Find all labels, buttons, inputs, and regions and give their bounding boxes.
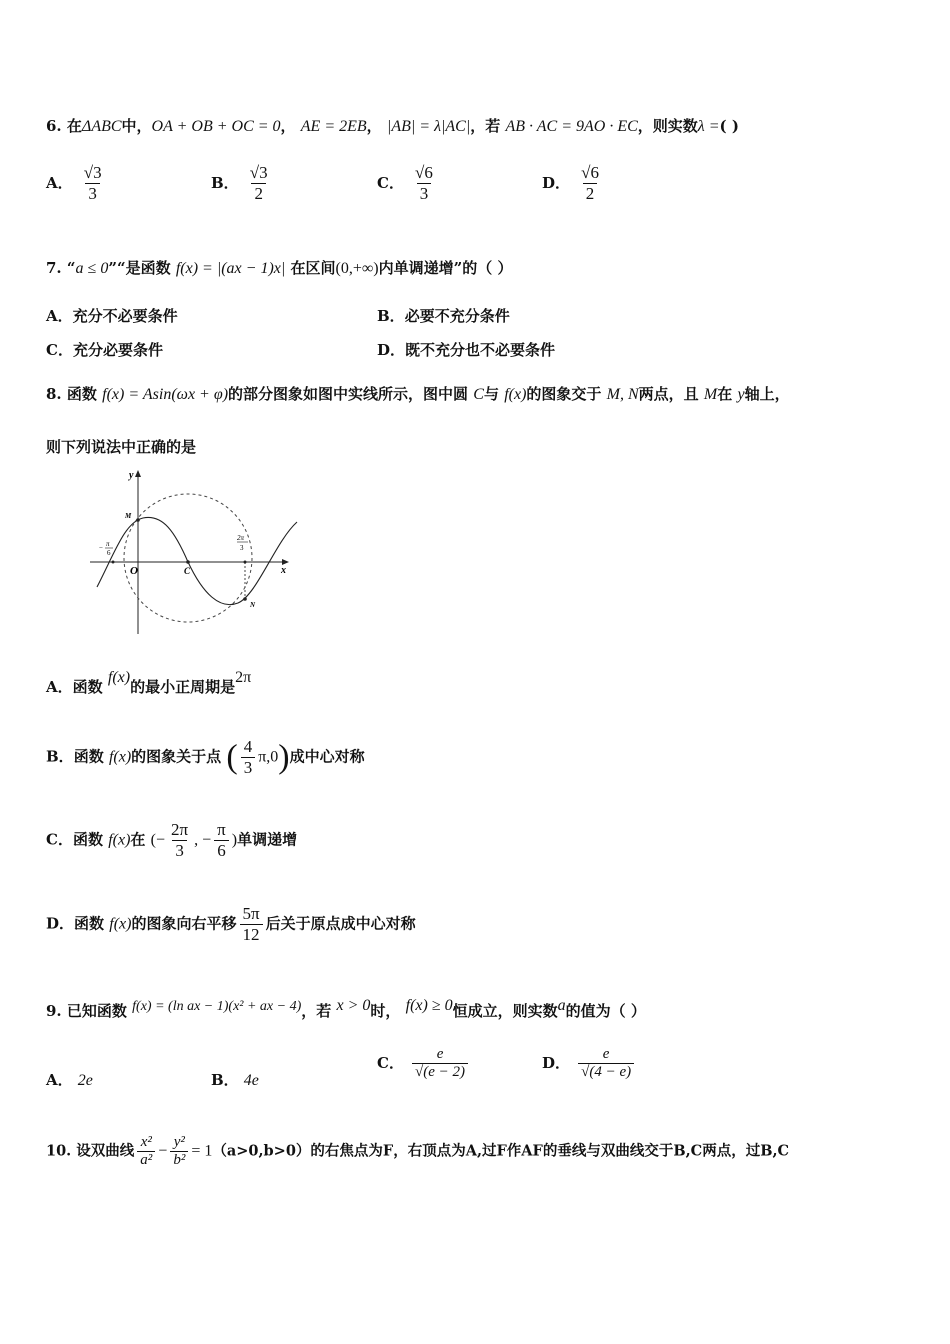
- y-axis-arrow: [135, 470, 141, 477]
- label-neg-pi6-num: π: [106, 540, 110, 548]
- question-10: 10. 设双曲线 $\frac{\text{x²}}{\text{a²}}$ − $\frac{\text{y²}}{\text{b²}}$ = 1（a>0,b>0）的右焦点为F，右顶点为A,过F作AF的垂线与双曲线交于B,C两点，过B,C: [46, 1134, 790, 1168]
- label-neg-sign: −: [99, 544, 103, 552]
- q7-option-b[interactable]: B．必要不充分条件: [377, 307, 510, 325]
- q7-option-d[interactable]: D．既不充分也不必要条件: [377, 341, 556, 359]
- q8-graph-figure: [85, 462, 315, 642]
- label-n: N: [250, 601, 256, 609]
- point-2pi3: [244, 561, 247, 564]
- q8-number: 8.: [46, 385, 62, 403]
- point-c: [186, 560, 190, 564]
- q6-option-c[interactable]: C． $\frac{√6}{3}$: [377, 163, 433, 203]
- label-x: x: [281, 565, 286, 576]
- q9-number: 9.: [46, 1002, 62, 1020]
- q9-option-a[interactable]: A． 2e: [46, 1071, 93, 1089]
- q6-option-a[interactable]: A． $\frac{√3}{3}$: [46, 163, 102, 203]
- label-o: O: [130, 565, 138, 577]
- label-neg-pi6-den: 6: [107, 549, 111, 557]
- question-9: 9. 已知函数 f(x) = (ln ax − 1)(x² + ax − 4)，若 x > 0时， f(x) ≥ 0恒成立，则实数a的值为（ ）: [46, 997, 646, 1020]
- label-2pi3-num: 2π: [237, 534, 245, 542]
- q6-option-d[interactable]: D． $\frac{√6}{2}$: [542, 163, 599, 203]
- q6-vector-sum: OA + OB + OC = 0: [151, 118, 281, 135]
- q9-option-c[interactable]: C． $\frac{e}{√(e - 2)}$: [377, 1046, 471, 1081]
- question-7: 7. “a ≤ 0”“是函数 f(x) = |(ax − 1)x| 在区间(0,+∞)内单调递增”的（ ）: [46, 259, 513, 277]
- q7-option-a[interactable]: A．充分不必要条件: [46, 307, 178, 325]
- q7-number: 7.: [46, 259, 62, 277]
- q8-option-d[interactable]: D．函数 f(x)的图象向右平移 $\frac{5\pi}{12}$ 后关于原点成中心对称: [46, 904, 416, 944]
- question-6: 6. 在ΔABC中，OA + OB + OC = 0， AE = 2EB， |AB| = λ|AC|，若 AB · AC = 9AO · EC，则实数λ =( ): [46, 117, 739, 135]
- sine-curve: [97, 517, 297, 604]
- q6-option-b[interactable]: B． $\frac{√3}{2}$: [211, 163, 268, 203]
- question-8: 8. 函数 f(x) = Asin(ωx + φ)的部分图象如图中实线所示，图中圆 C与 f(x)的图象交于 M, N两点，且 M在 y轴上，: [46, 385, 790, 403]
- point-n: [243, 597, 247, 601]
- q8-option-b[interactable]: B．函数 f(x)的图象关于点 ( $\frac{4}{3}$ π,0)成中心对称: [46, 737, 365, 777]
- q8-line2: 则下列说法中正确的是: [46, 438, 197, 456]
- label-y: y: [129, 470, 134, 481]
- q8-option-a[interactable]: A．函数 f(x)的最小正周期是2π: [46, 669, 252, 696]
- circle-c: [124, 494, 252, 622]
- label-2pi3-den: 3: [240, 544, 244, 552]
- q9-option-d[interactable]: D． $\frac{e}{√(4 - e)}$: [542, 1046, 637, 1081]
- q7-option-c[interactable]: C．充分必要条件: [46, 341, 163, 359]
- label-c: C: [184, 566, 191, 576]
- q10-number: 10.: [46, 1142, 72, 1160]
- label-m: M: [125, 512, 132, 520]
- q8-option-c[interactable]: C．函数 f(x)在 (− $\frac{2\pi}{3}$ , − $\frac{\pi}{6}$ )单调递增: [46, 820, 298, 860]
- point-m: [136, 518, 140, 522]
- q9-option-b[interactable]: B． 4e: [211, 1071, 259, 1089]
- q6-number: 6.: [46, 117, 62, 135]
- point-neg-pi6: [112, 561, 115, 564]
